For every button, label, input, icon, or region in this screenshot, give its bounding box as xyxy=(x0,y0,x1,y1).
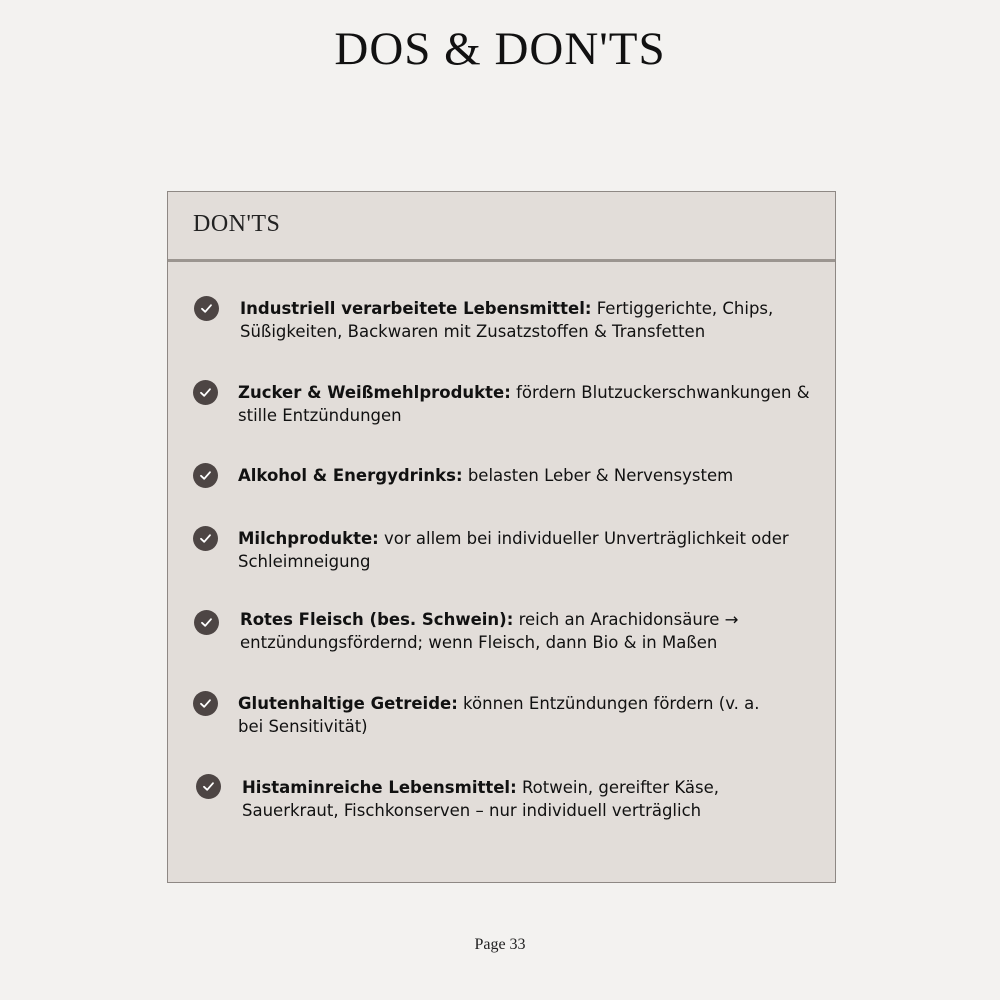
list-item-term: Rotes Fleisch (bes. Schwein): xyxy=(240,610,514,629)
check-circle-icon xyxy=(193,526,218,551)
list-item-term: Milchprodukte: xyxy=(238,529,379,548)
list-item-desc: können Entzündungen fördern (v. a. bei Sensitivität) xyxy=(238,694,760,736)
list-item-desc: fördern Blutzuckerschwankungen & stille Entzündungen xyxy=(238,383,810,425)
list-item-desc: Rotwein, gereifter Käse, Sauerkraut, Fischkonserven – nur individuell verträglich xyxy=(242,778,719,820)
list-item-desc: Fertiggerichte, Chips, Süßigkeiten, Backwaren mit Zusatzstoffen & Transfetten xyxy=(240,299,774,341)
page-number: Page 33 xyxy=(474,936,526,953)
list-item-desc: reich an Arachidonsäure → entzündungsfördernd; wenn Fleisch, dann Bio & in Maßen xyxy=(240,610,739,652)
list-item-term: Histaminreiche Lebensmittel: xyxy=(242,778,517,797)
check-circle-icon xyxy=(194,610,219,635)
list-item xyxy=(238,464,828,487)
list-item-desc: vor allem bei individueller Unverträglichkeit oder Schleimneigung xyxy=(238,529,789,571)
page-title: DOS & DON'TS xyxy=(334,23,666,75)
list-item-term: Industriell verarbeitete Lebensmittel: xyxy=(240,299,592,318)
check-circle-icon xyxy=(193,463,218,488)
check-circle-icon xyxy=(193,380,218,405)
list-item-desc: belasten Leber & Nervensystem xyxy=(462,466,734,485)
donts-box xyxy=(167,191,836,883)
check-circle-icon xyxy=(194,296,219,321)
box-header-title: DON'TS xyxy=(193,211,281,237)
list-item xyxy=(242,776,802,822)
list-item xyxy=(240,297,800,343)
list-item-term: Zucker & Weißmehlprodukte: xyxy=(238,383,511,402)
list-item xyxy=(238,692,778,738)
list-item-term: Glutenhaltige Getreide: xyxy=(238,694,458,713)
box-header xyxy=(168,192,835,262)
list-item xyxy=(240,608,760,654)
check-circle-icon xyxy=(196,774,221,799)
list-item-term: Alkohol & Energydrinks: xyxy=(238,466,463,485)
list-item xyxy=(238,381,828,427)
list-item xyxy=(238,527,798,573)
check-circle-icon xyxy=(193,691,218,716)
